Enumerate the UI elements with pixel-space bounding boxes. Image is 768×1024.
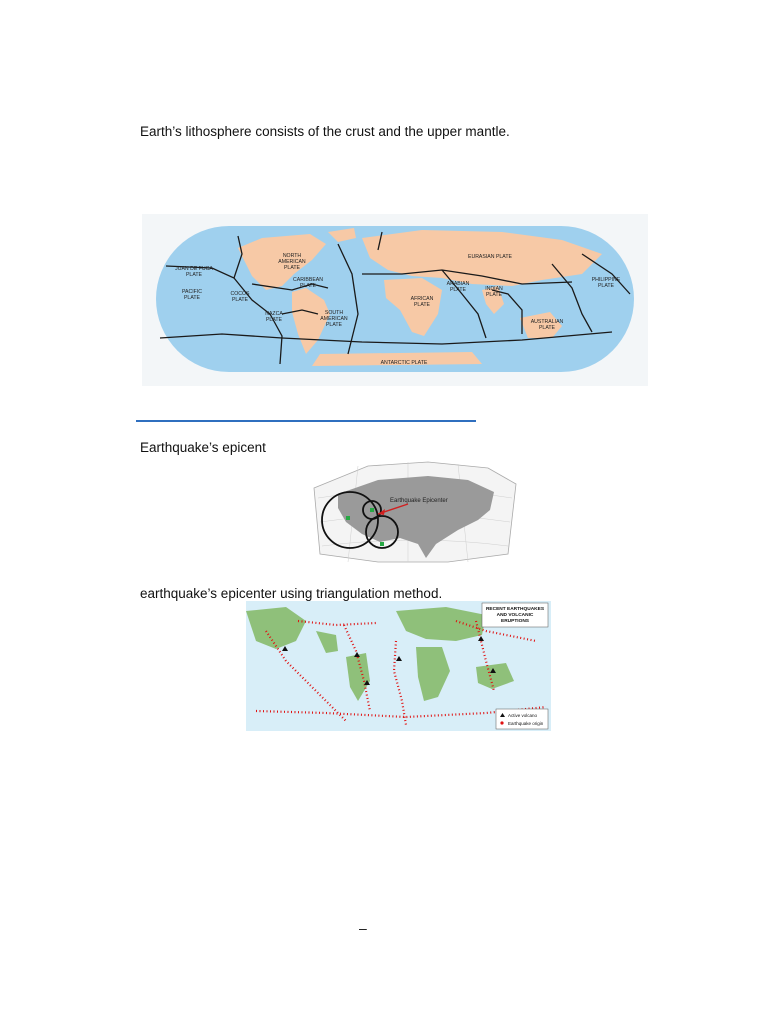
label-south-american-3: PLATE <box>325 322 343 328</box>
quake-legend <box>496 709 548 729</box>
label-nazca-1: NAZCA <box>265 311 283 317</box>
label-south-american-1: SOUTH <box>324 310 344 316</box>
label-australian-1: AUSTRALIAN <box>530 319 564 325</box>
legend-quake: Earthquake origin <box>508 721 544 726</box>
page-mark: – <box>359 920 367 936</box>
label-north-american-1: NORTH <box>282 253 302 259</box>
label-cocos-2: PLATE <box>231 297 249 303</box>
label-indian-2: PLATE <box>485 292 503 298</box>
earthquake-volcano-map <box>246 601 551 731</box>
epicenter-label: Earthquake Epicenter <box>390 498 448 504</box>
label-philippine-1: PHILIPPINE <box>591 277 621 283</box>
label-african-2: PLATE <box>413 302 431 308</box>
triangulation-paragraph: earthquake’s epicenter using triangulation method. <box>140 586 443 601</box>
label-caribbean-1: CARIBBEAN <box>293 277 323 283</box>
label-nazca-2: PLATE <box>265 317 283 323</box>
label-juan-de-fuca-2: PLATE <box>185 272 203 278</box>
epicenter-heading: Earthquake’s epicent <box>140 440 266 455</box>
label-arabian-2: PLATE <box>449 287 467 293</box>
quake-title-1: RECENT EARTHQUAKES <box>485 607 545 612</box>
lithosphere-paragraph: Earth’s lithosphere consists of the crust and the upper mantle. <box>140 124 510 139</box>
label-arabian-1: ARABIAN <box>446 281 470 287</box>
label-african-1: AFRICAN <box>410 296 434 302</box>
label-pacific-2: PLATE <box>183 295 201 301</box>
label-caribbean-2: PLATE <box>299 283 317 289</box>
epicenter-map <box>308 458 522 570</box>
label-north-american-2: AMERICAN <box>278 259 306 265</box>
tectonic-plates-map <box>142 214 648 386</box>
legend-volcano: Active volcano <box>508 713 538 718</box>
label-philippine-2: PLATE <box>597 283 615 289</box>
label-pacific-1: PACIFIC <box>181 289 203 295</box>
section-divider <box>136 420 476 422</box>
label-north-american-3: PLATE <box>283 265 301 271</box>
label-south-american-2: AMERICAN <box>320 316 348 322</box>
quake-title-2: AND VOLCANIC <box>496 613 534 618</box>
label-cocos-1: COCOS <box>230 291 250 297</box>
label-juan-de-fuca-1: JUAN DE FUCA <box>175 266 213 272</box>
label-eurasian: EURASIAN PLATE <box>467 254 513 260</box>
label-australian-2: PLATE <box>538 325 556 331</box>
quake-title-3: ERUPTIONS <box>501 619 529 624</box>
label-antarctic: ANTARCTIC PLATE <box>380 360 428 366</box>
label-indian-1: INDIAN <box>485 286 503 292</box>
